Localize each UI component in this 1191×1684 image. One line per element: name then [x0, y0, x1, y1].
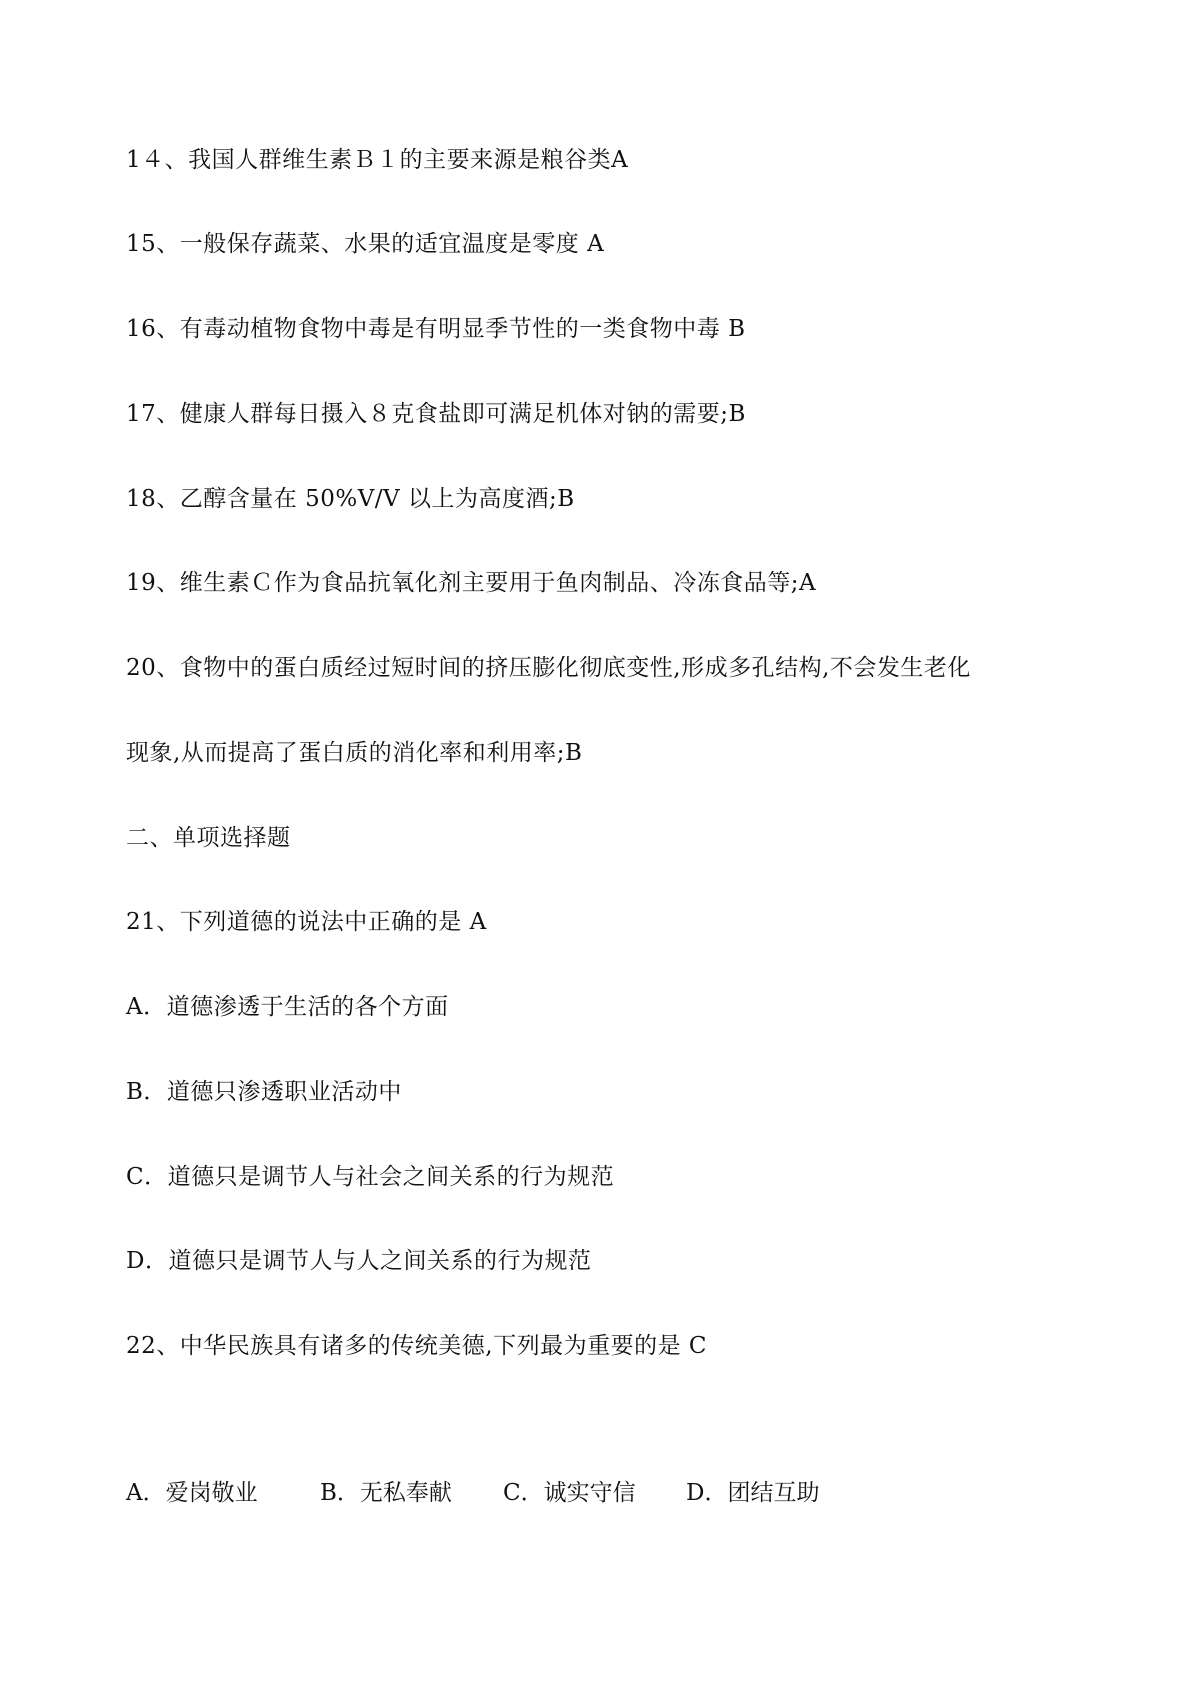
item-21-option-c: C．道德只是调节人与社会之间关系的行为规范: [126, 1164, 615, 1190]
item-22-option-a: A．爱岗敬业: [126, 1480, 258, 1506]
item-22-option-d: D．团结互助: [686, 1480, 820, 1506]
item-19: 19、维生素Ｃ作为食品抗氧化剂主要用于鱼肉制品、冷冻食品等;A: [126, 570, 817, 596]
item-22-question: 22、中华民族具有诸多的传统美德,下列最为重要的是 C: [126, 1333, 707, 1359]
item-20-line-2: 现象,从而提高了蛋白质的消化率和利用率;B: [126, 740, 583, 766]
item-20-line-1: 20、食物中的蛋白质经过短时间的挤压膨化彻底变性,形成多孔结构,不会发生老化: [126, 655, 971, 681]
item-14: 1４、我国人群维生素Ｂ１的主要来源是粮谷类A: [126, 147, 629, 173]
item-15: 15、一般保存蔬菜、水果的适宜温度是零度 A: [126, 231, 605, 257]
item-17: 17、健康人群每日摄入８克食盐即可满足机体对钠的需要;B: [126, 401, 746, 427]
item-21-question: 21、下列道德的说法中正确的是 A: [126, 909, 487, 935]
item-21-option-d: D．道德只是调节人与人之间关系的行为规范: [126, 1248, 592, 1274]
item-21-option-a: A．道德渗透于生活的各个方面: [126, 994, 449, 1020]
item-21-option-b: B．道德只渗透职业活动中: [126, 1079, 402, 1105]
section-heading: 二、单项选择题: [126, 825, 291, 851]
item-22-options: [126, 1478, 819, 1508]
item-22-option-c: C．诚实守信: [503, 1480, 636, 1506]
item-22-option-b: B．无私奉献: [320, 1480, 452, 1506]
item-18: 18、乙醇含量在 50%V/V 以上为高度酒;B: [126, 486, 575, 512]
item-16: 16、有毒动植物食物中毒是有明显季节性的一类食物中毒 B: [126, 316, 746, 342]
